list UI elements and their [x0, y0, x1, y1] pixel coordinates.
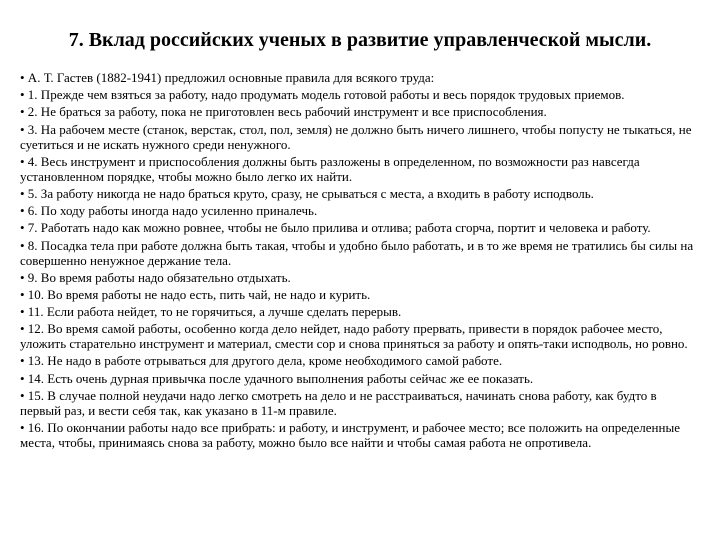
list-item: • 7. Работать надо как можно ровнее, чтобы не было прилива и отлива; работа сгорча, портит и человека и работу.: [20, 220, 651, 236]
list-item: • 12. Во время самой работы, особенно когда дело нейдет, надо работу прервать, привести в порядок рабочее место, уложить старательно инструмент и материал, смести сор и снова приняться за работу и опять-таки исподволь, но ровно.: [20, 321, 688, 352]
list-item: • 11. Если работа нейдет, то не горячиться, а лучше сделать перерыв.: [20, 304, 402, 320]
list-item: • 16. По окончании работы надо все прибрать: и работу, и инструмент, и рабочее место; все положить на определенные места, чтобы, принимаясь снова за работу, можно было все найти и чтобы самая работа не опротивела.: [20, 420, 680, 450]
list-item: • 2. Не браться за работу, пока не приготовлен весь рабочий инструмент и все приспособления.: [20, 104, 547, 120]
list-item: • 15. В случае полной неудачи надо легко смотреть на дело и не расстраиваться, начинать снова работу, как будто в первый раз, и вести себя так, как указано в 11-м правиле.: [20, 387, 657, 418]
list-item: • 14. Есть очень дурная привычка после удачного выполнения работы сейчас же ее показать.: [20, 370, 534, 386]
list-item: • 1. Прежде чем взяться за работу, надо продумать модель готовой работы и весь порядок трудовых приемов.: [20, 87, 625, 103]
slide-title: 7. Вклад российских ученых в развитие управленческой мысли.: [68, 29, 652, 51]
list-item: • 5. За работу никогда не надо браться круто, сразу, не срываться с места, а входить в работу исподволь.: [20, 185, 594, 201]
list-item: • 9. Во время работы надо обязательно отдыхать.: [20, 269, 291, 285]
list-item: • 4. Весь инструмент и приспособления должны быть разложены в определенном, по возможности раз навсегда установленном порядке, чтобы можно было легко их найти.: [20, 153, 640, 184]
list-item: • 6. По ходу работы иногда надо усиленно приналечь.: [20, 203, 318, 219]
list-item: • 10. Во время работы не надо есть, пить чай, не надо и курить.: [20, 286, 371, 302]
list-item: • 8. Посадка тела при работе должна быть такая, чтобы и удобно было работать, и в то же время не тратились бы силы на совершенно ненужное держание тела.: [20, 237, 694, 268]
list-item: • А. Т. Гастев (1882-1941) предложил основные правила для всякого труда:: [20, 70, 435, 85]
list-item: • 3. На рабочем месте (станок, верстак, стол, пол, земля) не должно быть ничего лишнего, чтобы попусту не тыкаться, не суетиться и не искать нужного среди ненужного.: [20, 121, 692, 152]
list-item: • 13. Не надо в работе отрываться для другого дела, кроме необходимого самой работе.: [20, 353, 503, 369]
rules-list: [20, 70, 700, 452]
